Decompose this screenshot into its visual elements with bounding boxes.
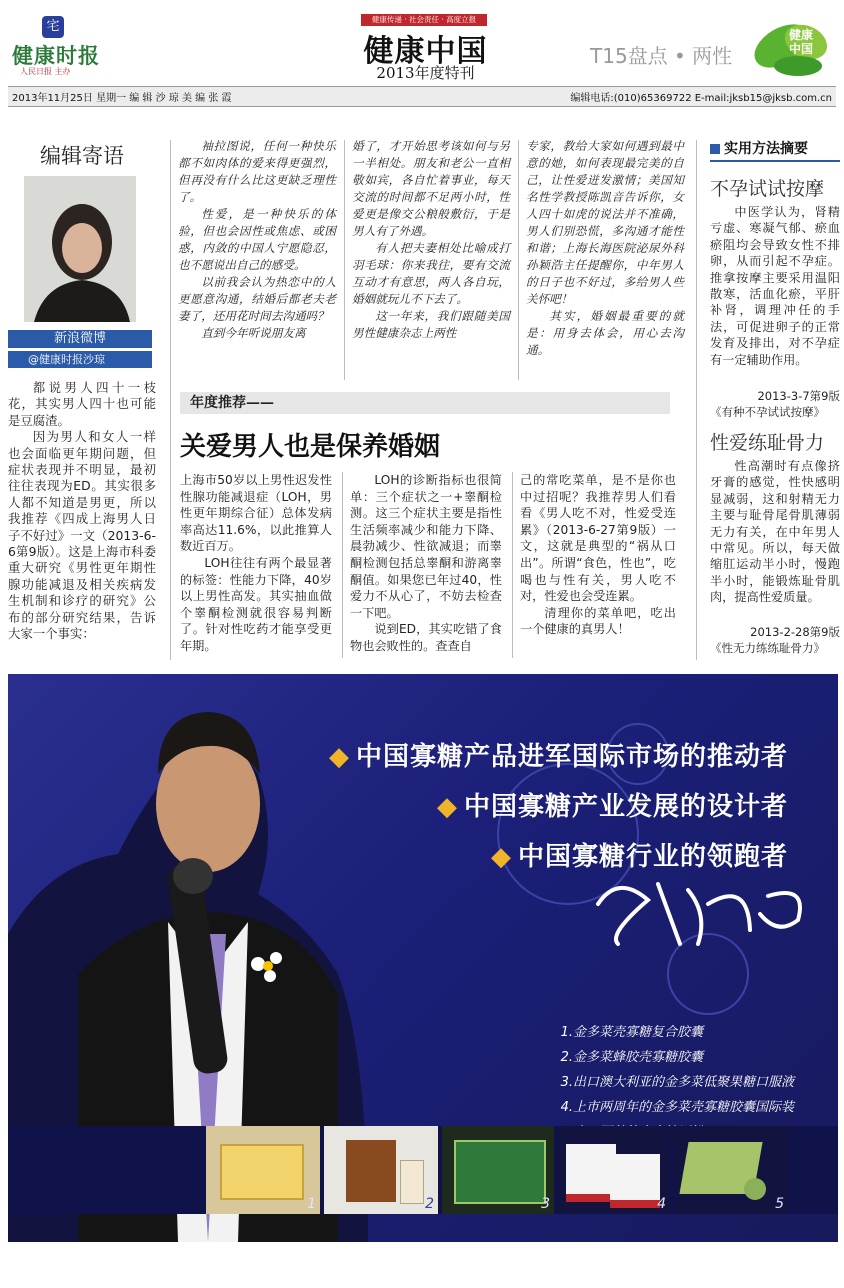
product-thumb-5 — [674, 1126, 788, 1214]
product-item-2: 2.金多菜蜂胶壳寡糖胶囊 — [560, 1050, 703, 1065]
portrait-icon — [24, 176, 136, 322]
weibo-handle[interactable]: @健康时报沙琼 — [8, 351, 152, 368]
badge-text: 健康中国 — [788, 28, 813, 56]
feature-col-2 — [350, 472, 502, 655]
sidebar-item1-body — [710, 204, 840, 368]
essay-p1: 袖拉图说，任何一种快乐都不如肉体的爱来得更强烈，但再没有什么比这更缺乏理性了。 — [178, 139, 336, 204]
product-thumb-1 — [206, 1126, 320, 1214]
ad-line-3 — [491, 836, 788, 873]
slogan-text: 健康传递 · 社会责任 · 高度立报 — [371, 15, 477, 24]
info-right: 编辑电话:(010)65369722 E-mail:jksb15@jksb.com.cn — [570, 93, 832, 104]
essay-col-4 — [526, 138, 684, 359]
sidebar-item1-title: 不孕试试按摩 — [710, 178, 825, 200]
essay-p9: 其实，婚姻最重要的就是：用身去体会，用心去沟通。 — [526, 309, 684, 357]
slogan-bar — [361, 14, 487, 26]
feature-p6: 清理你的菜单吧，吃出一个健康的真男人！ — [520, 605, 676, 637]
feature-kicker-bar — [180, 392, 670, 414]
ad-line-3-text: 中国寡糖行业的领跑者 — [517, 842, 788, 872]
ad-line-1-text: 中国寡糖产品进军国际市场的推动者 — [355, 742, 788, 772]
info-bar — [8, 86, 836, 107]
page-label: T15盘点 • 两性 — [590, 44, 733, 68]
feature-headline: 关爱男人也是保养婚姻 — [180, 432, 441, 462]
sidebar-item2-date: 2013-2-28第9版 — [750, 625, 840, 639]
feature-p5: 己的常吃菜单，是不是你也中过招呢？我推荐男人们看看《男人吃不对，性爱受连累》（2013-6-27第9版）一文，这就是典型的“祸从口出”。所谓“食色，性也”，吃喝也与性有关，男人吃不对，性爱也会受连累。 — [520, 473, 676, 604]
feature-kicker: 年度推荐—— — [190, 395, 274, 411]
diamond-icon: ◆ — [328, 742, 350, 772]
product-item-1: 1.金多菜壳寡糖复合胶囊 — [560, 1025, 703, 1040]
essay-p5: 婚了，才开始思考该如何与另一半相处。朋友和老公一直相敬如宾，各自忙着事业，每天交流的时间都不足两小时，性爱更是像交公粮般敷衍，于是男人有了外遇。 — [352, 139, 510, 238]
essay-p3: 以前我会认为热恋中的人更愿意沟通，结婚后都老夫老妻了，还用花时间去沟通吗？ — [178, 275, 336, 323]
editor-para-2: 因为男人和女人一样也会面临更年期问题，但症状表现并不明显，最初往往表现为ED。其实很多人都不知道是男更，所以我推荐《四成上海男人日子不好过》一文（2013-6-6第9版）。这是上海市科委重大研究《男性更年期性腺功能减退及相关疾病发生机制和诊疗的研究》公布的部分研究结果，告诉大家一个事实： — [8, 429, 156, 642]
editor-para-1: 都说男人四十一枝花，其实男人四十也可能是豆腐渣。 — [8, 380, 156, 428]
sidebar-item2-title: 性爱练耻骨力 — [710, 432, 825, 454]
essay-p2: 性爱，是一种快乐的体验，但也会因性或焦虑、或困惑，内敛的中国人宁愿隐忍，也不愿说出自己的感受。 — [178, 207, 336, 272]
logo-text: 健康时报 — [12, 43, 100, 68]
sidebar-item2-source: 《性无力练练耻骨力》 — [710, 641, 825, 655]
logo-sub: 人民日报 主办 — [20, 67, 71, 76]
weibo-label: 新浪微博 — [8, 330, 152, 348]
sidebar-item2-body — [710, 458, 840, 606]
feature-col-3 — [520, 472, 676, 638]
essay-p6: 有人把夫妻相处比喻成打羽毛球：你来我往，要有交流互动才有意思，两人各自玩，婚姻就玩儿不下去了。 — [352, 241, 510, 306]
logo-seal-icon: 宅 — [42, 16, 64, 38]
editor-heading: 编辑寄语 — [40, 144, 124, 168]
product-item-4: 4.上市两周年的金多菜壳寡糖胶囊国际装 — [560, 1100, 794, 1115]
feature-p2: LOH往往有两个最显著的标签：性能力下降，40岁以上男性高发。其实抽血做个睾酮检测就很容易判断了。针对性吃药才能享受更年期。 — [180, 555, 332, 653]
masthead-subtitle: 2013年度特刊 — [376, 64, 475, 82]
ad-line-1 — [329, 736, 788, 773]
ad-line-2-text: 中国寡糖产业发展的设计者 — [463, 792, 788, 822]
diamond-icon: ◆ — [490, 842, 512, 872]
essay-p4: 直到今年听说朋友离 — [201, 326, 306, 340]
sidebar-item2-text: 性高潮时有点像挤牙膏的感觉，性快感明显减弱，这和射精无力主要与耻骨尾骨肌薄弱无力有关，在中年男人中常见。所以，每天做缩肛运动半小时，慢跑半小时，能锻炼耻骨肌肉，提高性爱质量。 — [710, 459, 840, 605]
product-thumb-2 — [324, 1126, 438, 1214]
thumb-number-5: 5 — [775, 1196, 784, 1212]
leaf-badge — [742, 12, 832, 82]
feature-col-1 — [180, 472, 332, 655]
sidebar-item1-date: 2013-3-7第9版 — [757, 389, 840, 403]
product-item-3: 3.出口澳大利亚的金多菜低聚果糖口服液 — [560, 1075, 794, 1090]
essay-p8: 专家，教给大家如何遇到最中意的她，如何表现最完美的自己，让性爱迸发激情；美国知名性学教授陈凯音告诉你，女人四十如虎的说法并不准确，男人们别恐慌，多沟通才能性和谐；上海长海医院泌尿外科孙颖浩主任提醒你，中年男人的日子也不好过，多给男人些关怀吧！ — [526, 139, 684, 306]
weibo-box — [8, 330, 152, 370]
logo — [10, 14, 100, 74]
product-thumb-4 — [558, 1126, 670, 1214]
sidebar-title: 实用方法摘要 — [724, 141, 808, 157]
thumb-number-3: 3 — [541, 1196, 550, 1212]
diamond-icon: ◆ — [436, 792, 458, 822]
square-icon — [710, 144, 720, 154]
product-thumb-3 — [442, 1126, 554, 1214]
editor-text — [8, 380, 156, 643]
essay-p7: 这一年来，我们跟随美国男性健康杂志上两性 — [352, 309, 510, 340]
thumb-number-1: 1 — [307, 1196, 316, 1212]
thumb-number-4: 4 — [657, 1196, 666, 1212]
sidebar-header — [710, 138, 840, 162]
ad-line-2 — [437, 786, 788, 823]
feature-p4: 说到ED，其实吃错了食物也会败性的。查查自 — [350, 622, 502, 653]
thumb-number-2: 2 — [425, 1196, 434, 1212]
feature-p3: LOH的诊断指标也很简单：三个症状之一+睾酮检测。这三个症状主要是指性生活频率减少和能力下降、晨勃减少、性欲减退；而睾酮检测包括总睾酮和游离睾酮值。如果您已年过40，性爱力不从心了，不妨去检查一下吧。 — [350, 473, 502, 620]
essay-col-2 — [178, 138, 336, 342]
masthead-title: 健康中国 — [363, 34, 488, 69]
editor-photo — [24, 176, 136, 322]
feature-p1: 上海市50岁以上男性迟发性性腺功能减退症（LOH，男性更年期综合征）总体发病率高达11.6%，以此推算人数近百万。 — [180, 473, 332, 554]
sidebar-item1-source: 《有种不孕试试按摩》 — [710, 405, 825, 419]
essay-col-3 — [352, 138, 510, 342]
sidebar-item1-text: 中医学认为，肾精亏虚、寒凝气郁、瘀血瘀阻均会导致女性不排卵，从而引起不孕症。推拿按摩主要采用温阳散寒，活血化瘀，平肝补肾，调理冲任的手法，可促进卵子的正常发育及排出，对不孕症有一定辅助作用。 — [710, 205, 840, 367]
info-left: 2013年11月25日 星期一 编 辑 沙 琼 美 编 张 霞 — [12, 93, 232, 104]
